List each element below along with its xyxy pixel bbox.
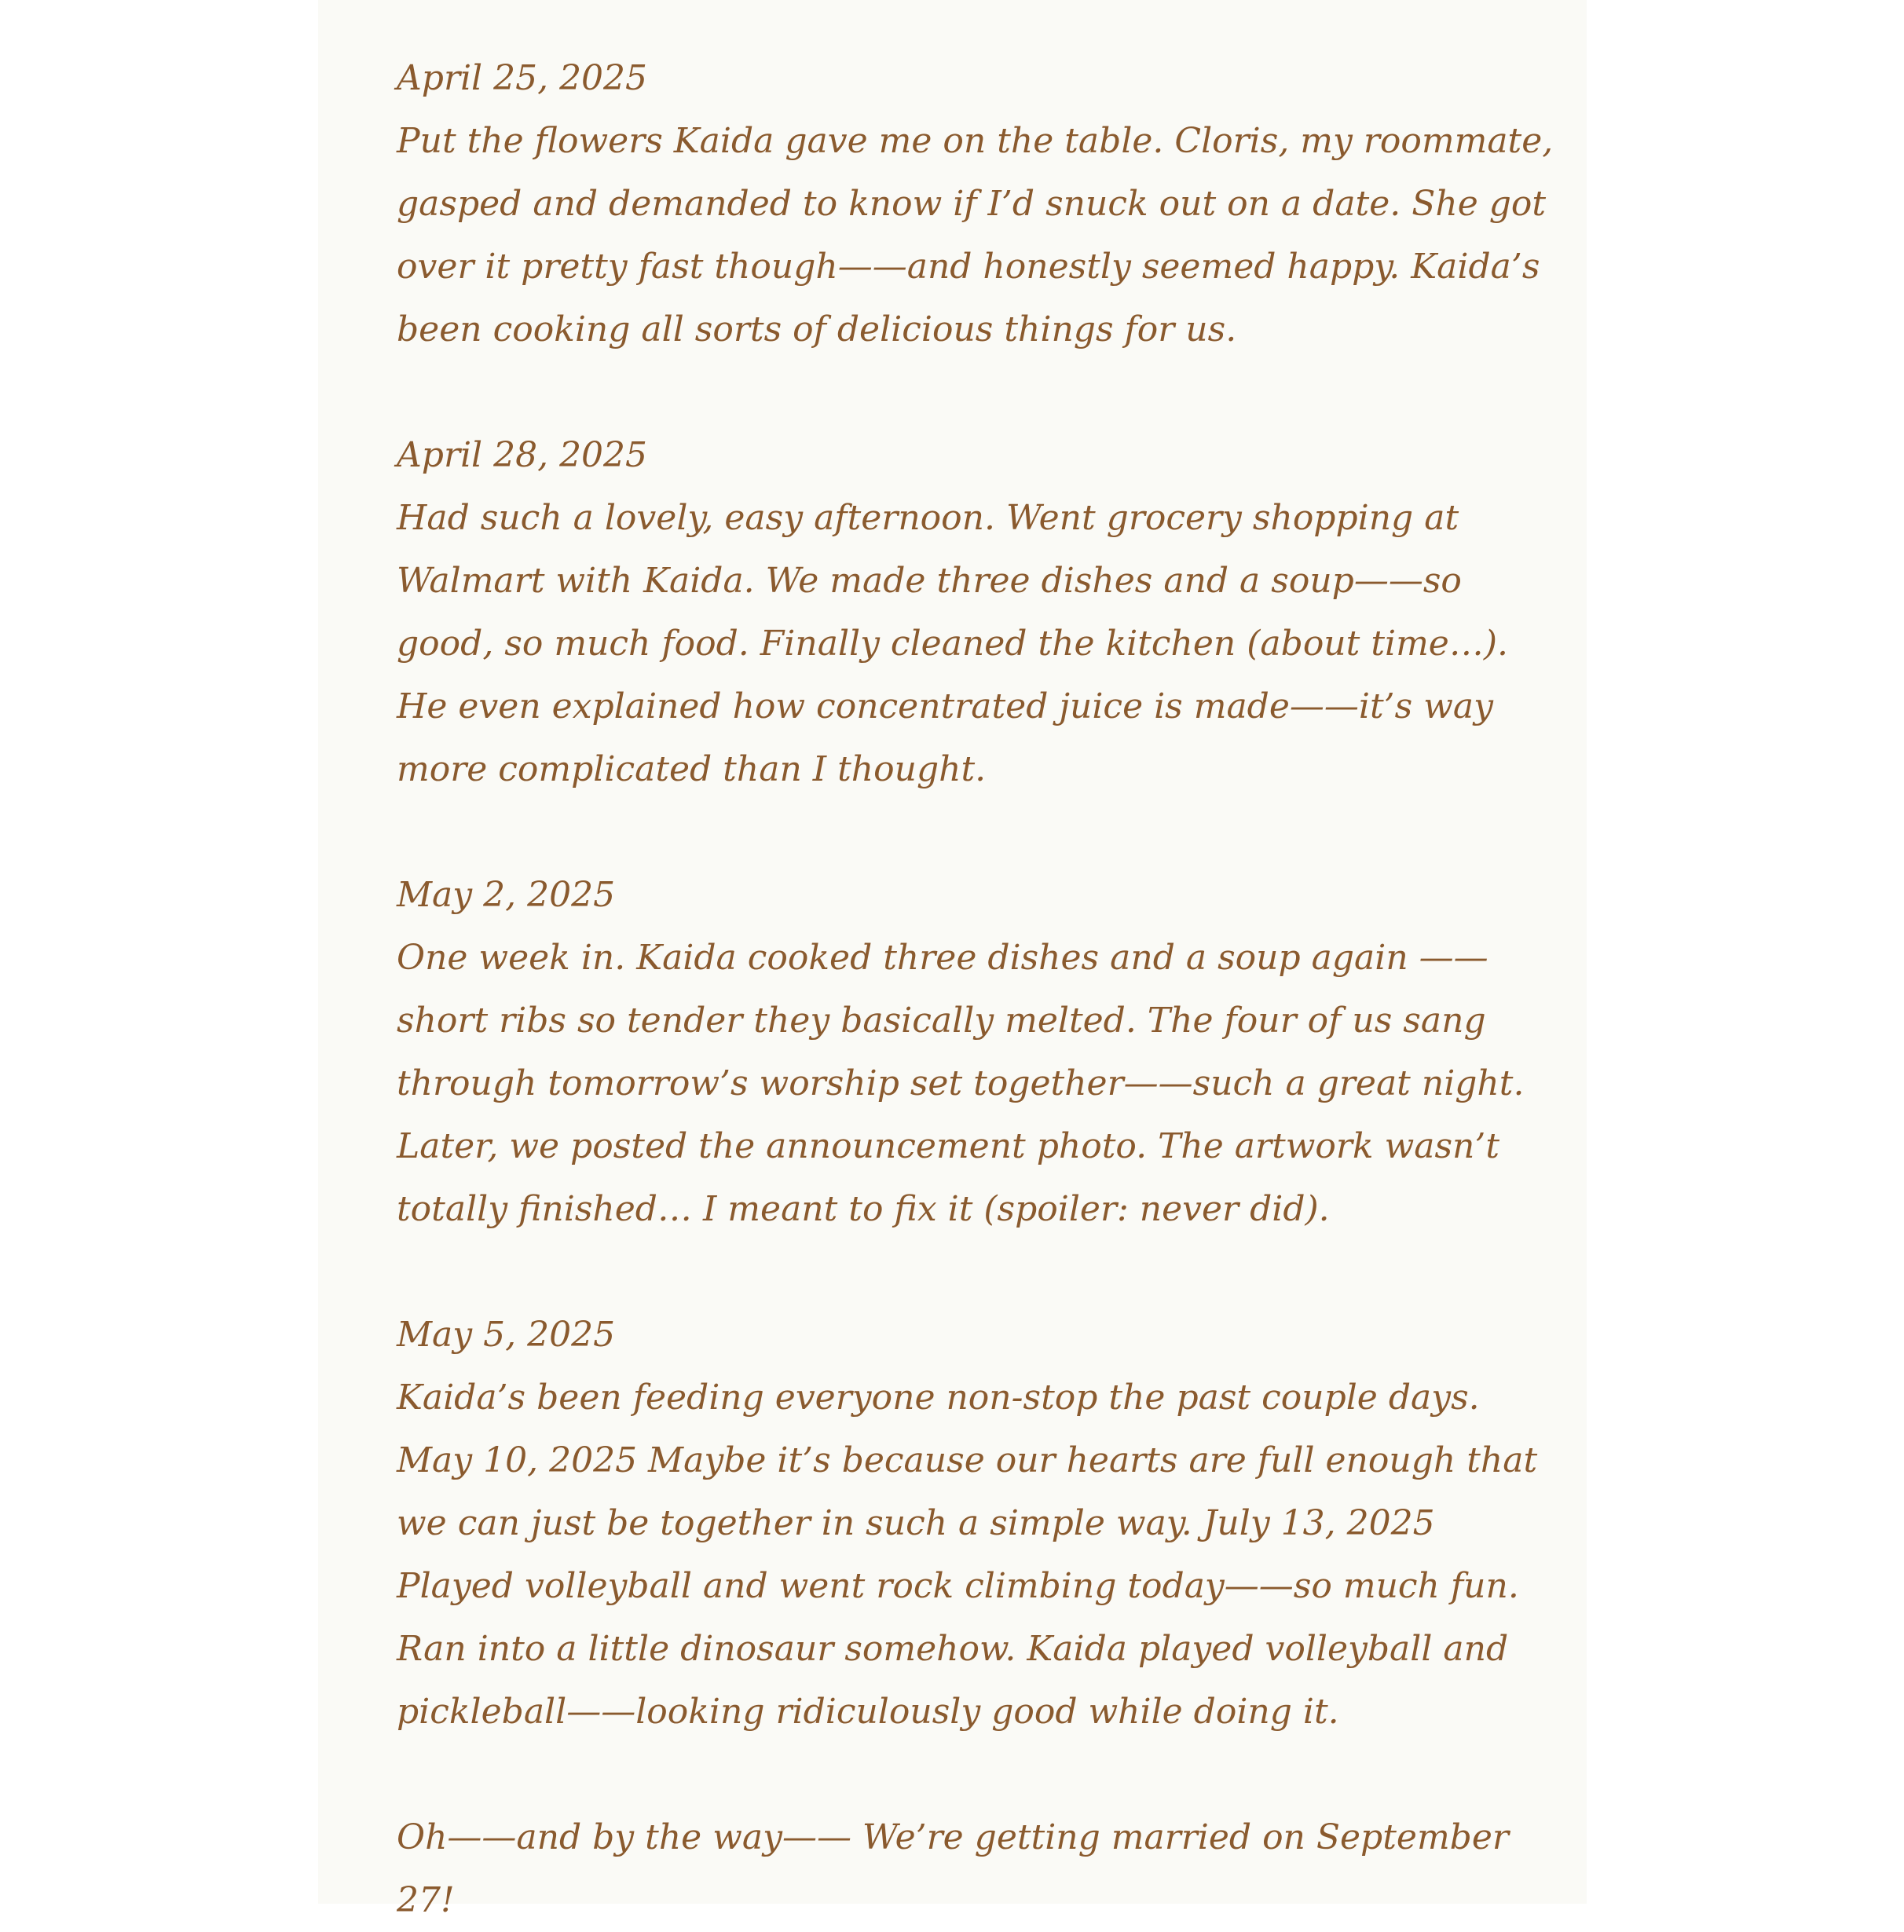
journal-entry <box>397 47 1559 361</box>
entry-date: April 25, 2025 <box>397 58 648 98</box>
entry-text: Kaida’s been feeding everyone non-stop the past couple days. May 10, 2025 Maybe it’s because our hearts are full enough that we can just be together in such a simple way. July 13, 2025 Played volleyball and went rock climbing today——so much fun. Ran into a little dinosaur somehow. Kaida played volleyball and pickleball——looking ridiculously good while doing it. <box>397 1378 1538 1732</box>
journal-entry <box>397 424 1559 801</box>
entry-text: One week in. Kaida cooked three dishes and a soup again ——short ribs so tender they basically melted. The four of us sang through tomorrow’s worship set together——such a great night. Later, we posted the announcement photo. The artwork wasn’t totally finished… I meant to fix it (spoiler: never did). <box>397 938 1525 1229</box>
journal-content <box>397 47 1559 1932</box>
entry-date: May 2, 2025 <box>397 875 616 915</box>
journal-entry <box>397 864 1559 1241</box>
entry-text: Put the flowers Kaida gave me on the table. Cloris, my roommate, gasped and demanded to know if I’d snuck out on a date. She got over it pretty fast though——and honestly seemed happy. Kaida’s been cooking all sorts of delicious things for us. <box>397 121 1554 349</box>
entry-date: May 5, 2025 <box>397 1315 616 1355</box>
entry-date: April 28, 2025 <box>397 435 648 475</box>
entry-text: Had such a lovely, easy afternoon. Went grocery shopping at Walmart with Kaida. We made three dishes and a soup——so good, so much food. Finally cleaned the kitchen (about time…). He even explained how concentrated juice is made——it’s way more complicated than I thought. <box>397 498 1508 789</box>
journal-entry <box>397 1304 1559 1744</box>
closing-line: Oh——and by the way—— We’re getting married on September 27! <box>397 1817 1509 1920</box>
journal-page <box>318 0 1587 1920</box>
